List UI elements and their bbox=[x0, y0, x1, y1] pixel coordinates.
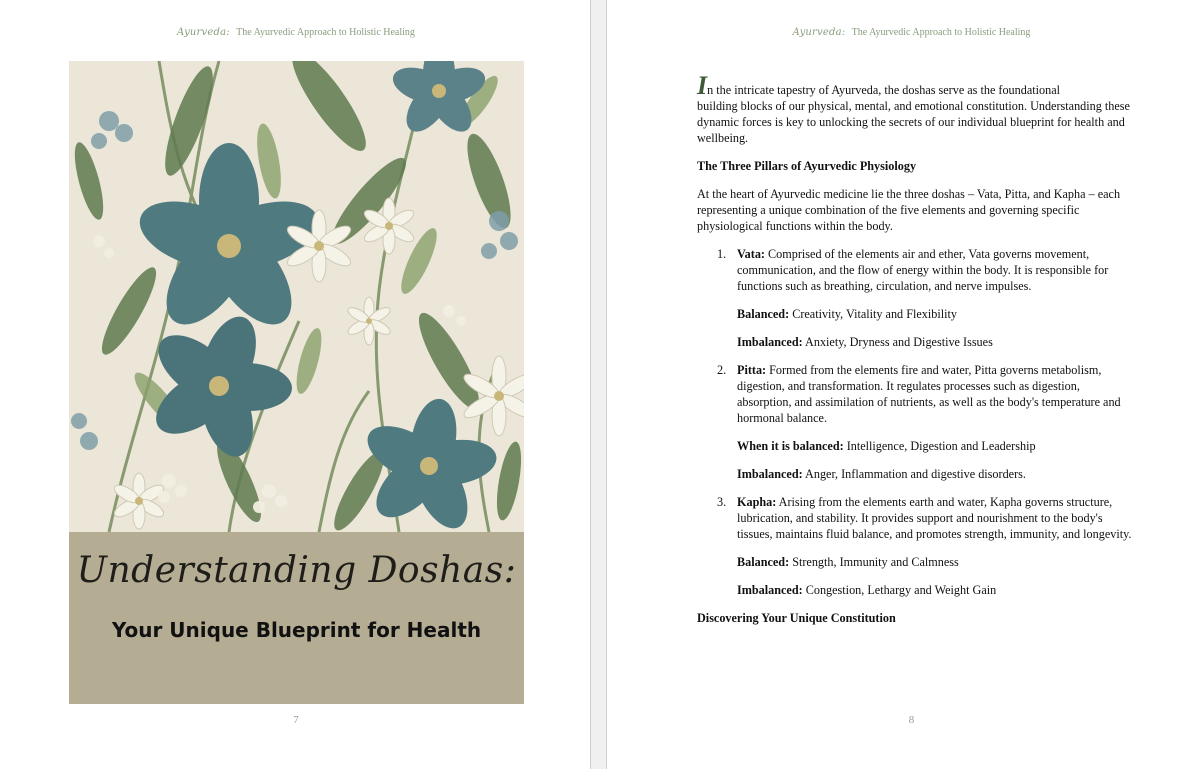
cover-subtitle: Your Unique Blueprint for Health bbox=[111, 618, 482, 642]
page-number: 8 bbox=[908, 714, 915, 726]
intro-paragraph bbox=[697, 71, 1137, 146]
dosha-item-kapha bbox=[697, 494, 1137, 598]
list-number: 3. bbox=[717, 495, 727, 509]
imbalanced-text: Congestion, Lethargy and Weight Gain bbox=[802, 583, 997, 597]
drop-cap: I bbox=[697, 71, 708, 100]
balanced-text: Strength, Immunity and Calmness bbox=[789, 555, 959, 569]
header-brand: Ayurveda: bbox=[792, 27, 846, 38]
balanced-label: Balanced: bbox=[737, 307, 790, 321]
dosha-description bbox=[737, 362, 1137, 426]
dosha-name: Kapha: bbox=[737, 495, 777, 509]
running-header bbox=[0, 27, 592, 38]
imbalanced-line bbox=[737, 582, 1137, 598]
imbalanced-label: Imbalanced: bbox=[737, 467, 803, 481]
balanced-text: Intelligence, Digestion and Leadership bbox=[843, 439, 1036, 453]
list-number: 1. bbox=[717, 247, 727, 261]
page-8 bbox=[607, 0, 1202, 769]
page-body bbox=[697, 71, 1137, 638]
cover-title-band bbox=[69, 532, 524, 704]
dosha-desc-text: Arising from the elements earth and water, Kapha governs structure, lubrication, and stability. It provides support and nourishment to the body's tissues, maintains fluid balance, and promotes strength, immunity, and longevity. bbox=[737, 495, 1132, 541]
imbalanced-line bbox=[737, 334, 1137, 350]
page-gutter bbox=[590, 0, 607, 769]
intro-rest: building blocks of our physical, mental, and emotional constitution. Understanding these dynamic forces is key to unlocking the secrets of our individual blueprint for health and wellbeing. bbox=[697, 99, 1130, 145]
section-heading: The Three Pillars of Ayurvedic Physiology bbox=[697, 159, 917, 173]
dosha-name: Vata: bbox=[737, 247, 765, 261]
section-heading: Discovering Your Unique Constitution bbox=[697, 611, 896, 625]
balanced-text: Creativity, Vitality and Flexibility bbox=[789, 307, 957, 321]
dosha-list bbox=[697, 246, 1137, 598]
page-7 bbox=[0, 0, 590, 769]
imbalanced-line bbox=[737, 466, 1137, 482]
floral-illustration bbox=[69, 61, 524, 532]
body-paragraph: At the heart of Ayurvedic medicine lie the three doshas – Vata, Pitta, and Kapha – each representing a unique combination of the five elements and governing specific physiological functions within the body. bbox=[697, 187, 1121, 233]
balanced-line bbox=[737, 306, 1137, 322]
header-brand: Ayurveda: bbox=[177, 27, 230, 38]
list-number: 2. bbox=[717, 363, 727, 377]
dosha-item-vata bbox=[697, 246, 1137, 350]
imbalanced-text: Anxiety, Dryness and Digestive Issues bbox=[802, 335, 993, 349]
dosha-desc-text: Formed from the elements fire and water, Pitta governs metabolism, digestion, and transformation. It regulates processes such as digestion, absorption, and assimilation of nutrients, as well as the body's temperature and hormonal balance. bbox=[737, 363, 1121, 425]
header-subtitle: The Ayurvedic Approach to Holistic Healing bbox=[236, 27, 415, 38]
intro-first-line: n the intricate tapestry of Ayurveda, the doshas serve as the foundational bbox=[707, 83, 1061, 97]
header-subtitle: The Ayurvedic Approach to Holistic Healing bbox=[851, 27, 1031, 38]
running-header bbox=[607, 27, 1202, 38]
cover-title: Understanding Doshas: bbox=[76, 550, 517, 591]
cover-image bbox=[69, 61, 524, 704]
imbalanced-text: Anger, Inflammation and digestive disorders. bbox=[802, 467, 1026, 481]
dosha-description bbox=[737, 494, 1137, 542]
balanced-line bbox=[737, 438, 1137, 454]
balanced-line bbox=[737, 554, 1137, 570]
dosha-name: Pitta: bbox=[737, 363, 767, 377]
imbalanced-label: Imbalanced: bbox=[737, 335, 803, 349]
imbalanced-label: Imbalanced: bbox=[737, 583, 803, 597]
balanced-label: When it is balanced: bbox=[737, 439, 844, 453]
dosha-item-pitta bbox=[697, 362, 1137, 482]
page-number: 7 bbox=[293, 714, 299, 726]
balanced-label: Balanced: bbox=[737, 555, 790, 569]
dosha-desc-text: Comprised of the elements air and ether, Vata governs movement, communication, and the flow of energy within the body. It is responsible for functions such as breathing, circulation, and nerve impulses. bbox=[737, 247, 1109, 293]
dosha-description bbox=[737, 246, 1137, 294]
